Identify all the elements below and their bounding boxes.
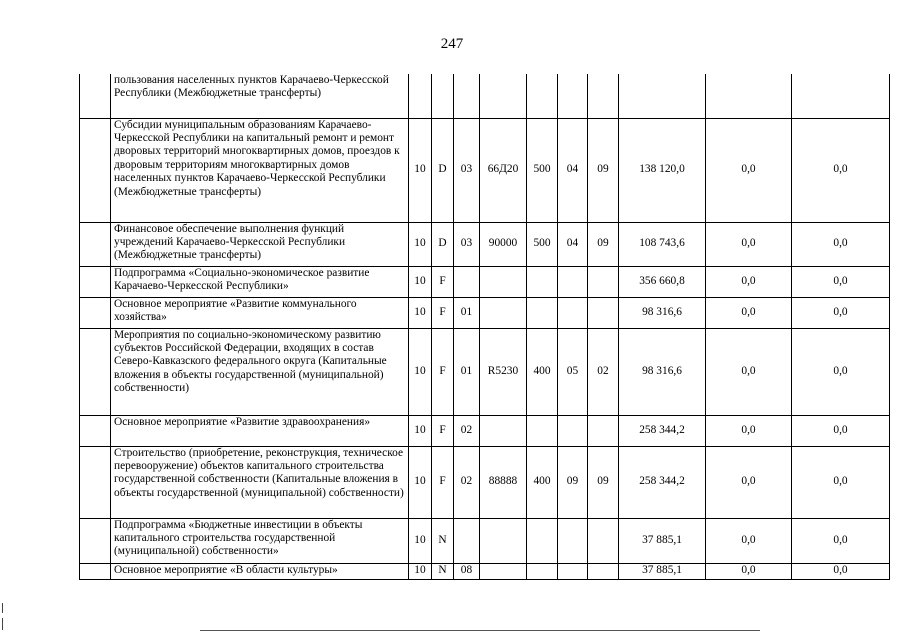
division: [558, 297, 588, 328]
row-margin-cell: [80, 74, 111, 118]
section-code: [409, 74, 432, 118]
table-row: [80, 328, 890, 415]
section-code: 10: [409, 415, 432, 446]
target-code: [480, 266, 527, 297]
row-margin-cell: [80, 222, 111, 266]
amount-year-2: 0,0: [706, 297, 792, 328]
division: [558, 266, 588, 297]
table-row: [80, 297, 890, 328]
amount-year-1: [619, 74, 706, 118]
row-name: Финансовое обеспечение выполнения функций учреждений Карачаево-Черкесской Республики (Межбюджетные трансферты): [111, 222, 409, 266]
section-code: 10: [409, 328, 432, 415]
division: [558, 74, 588, 118]
row-margin-cell: [80, 297, 111, 328]
row-margin-cell: [80, 563, 111, 579]
subprogram-code: 03: [454, 222, 480, 266]
row-name: Подпрограмма «Бюджетные инвестиции в объекты капитального строительства государственной (муниципальной) собственности»: [111, 518, 409, 563]
expense-type: [527, 415, 558, 446]
subdivision: [588, 74, 619, 118]
target-code: R5230: [480, 328, 527, 415]
section-code: 10: [409, 563, 432, 579]
table-row: [80, 446, 890, 518]
subdivision: 09: [588, 222, 619, 266]
row-name: Строительство (приобретение, реконструкция, техническое перевооружение) объектов капитального строительства государственной собственности (Капитальные вложения в объекты государственной (муниципальной) собственности): [111, 446, 409, 518]
section-code: 10: [409, 446, 432, 518]
subprogram-code: 01: [454, 297, 480, 328]
margin-mark: [2, 603, 3, 613]
division: 04: [558, 222, 588, 266]
subdivision: [588, 266, 619, 297]
amount-year-2: 0,0: [706, 518, 792, 563]
program-code: F: [432, 266, 454, 297]
row-name: Субсидии муниципальным образованиям Карачаево-Черкесской Республики на капитальный ремонт и ремонт дворовых территорий многоквартирных домов, проездов к дворовым территориям многоквартирных домов населенных пунктов Карачаево-Черкесской Республики (Межбюджетные трансферты): [111, 118, 409, 222]
subprogram-code: 02: [454, 415, 480, 446]
amount-year-1: 138 120,0: [619, 118, 706, 222]
subdivision: [588, 518, 619, 563]
budget-table: [79, 74, 890, 580]
amount-year-3: 0,0: [792, 563, 890, 579]
section-code: 10: [409, 297, 432, 328]
amount-year-2: 0,0: [706, 328, 792, 415]
amount-year-1: 98 316,6: [619, 297, 706, 328]
amount-year-2: 0,0: [706, 222, 792, 266]
subdivision: [588, 415, 619, 446]
target-code: [480, 518, 527, 563]
expense-type: 500: [527, 118, 558, 222]
division: 09: [558, 446, 588, 518]
amount-year-3: 0,0: [792, 446, 890, 518]
program-code: D: [432, 118, 454, 222]
row-margin-cell: [80, 446, 111, 518]
amount-year-3: 0,0: [792, 415, 890, 446]
amount-year-2: 0,0: [706, 446, 792, 518]
expense-type: 500: [527, 222, 558, 266]
target-code: [480, 297, 527, 328]
subdivision: 09: [588, 446, 619, 518]
subdivision: [588, 563, 619, 579]
amount-year-1: 37 885,1: [619, 563, 706, 579]
row-margin-cell: [80, 328, 111, 415]
amount-year-2: 0,0: [706, 118, 792, 222]
amount-year-3: 0,0: [792, 118, 890, 222]
program-code: N: [432, 518, 454, 563]
section-code: 10: [409, 518, 432, 563]
subprogram-code: 08: [454, 563, 480, 579]
table-row: [80, 222, 890, 266]
expense-type: [527, 74, 558, 118]
program-code: D: [432, 222, 454, 266]
section-code: 10: [409, 118, 432, 222]
amount-year-1: 258 344,2: [619, 415, 706, 446]
table-row: [80, 118, 890, 222]
program-code: [432, 74, 454, 118]
table-row: [80, 563, 890, 579]
section-code: 10: [409, 222, 432, 266]
table-row: [80, 266, 890, 297]
subprogram-code: 01: [454, 328, 480, 415]
row-name: пользования населенных пунктов Карачаево-Черкесской Республики (Межбюджетные трансферты): [111, 74, 409, 118]
subdivision: [588, 297, 619, 328]
subprogram-code: [454, 518, 480, 563]
subprogram-code: [454, 266, 480, 297]
amount-year-3: 0,0: [792, 222, 890, 266]
row-name: Основное мероприятие «Развитие здравоохранения»: [111, 415, 409, 446]
expense-type: [527, 563, 558, 579]
program-code: F: [432, 415, 454, 446]
division: [558, 563, 588, 579]
row-name: Мероприятия по социально-экономическому развитию субъектов Российской Федерации, входящих в состав Северо-Кавказского федерального округа (Капитальные вложения в объекты государственной (муниципальной) собственности): [111, 328, 409, 415]
row-name: Подпрограмма «Социально-экономическое развитие Карачаево-Черкесской Республики»: [111, 266, 409, 297]
program-code: F: [432, 297, 454, 328]
amount-year-1: 98 316,6: [619, 328, 706, 415]
expense-type: [527, 518, 558, 563]
amount-year-1: 37 885,1: [619, 518, 706, 563]
amount-year-2: [706, 74, 792, 118]
target-code: [480, 563, 527, 579]
table-row: [80, 415, 890, 446]
subdivision: 09: [588, 118, 619, 222]
amount-year-1: 108 743,6: [619, 222, 706, 266]
row-margin-cell: [80, 415, 111, 446]
margin-mark: [2, 618, 3, 630]
target-code: [480, 74, 527, 118]
row-margin-cell: [80, 518, 111, 563]
page-number: 247: [440, 36, 464, 52]
program-code: F: [432, 328, 454, 415]
amount-year-3: 0,0: [792, 328, 890, 415]
division: [558, 415, 588, 446]
program-code: F: [432, 446, 454, 518]
expense-type: [527, 266, 558, 297]
target-code: 66Д20: [480, 118, 527, 222]
amount-year-3: [792, 74, 890, 118]
subprogram-code: 03: [454, 118, 480, 222]
amount-year-3: 0,0: [792, 518, 890, 563]
amount-year-2: 0,0: [706, 266, 792, 297]
target-code: 90000: [480, 222, 527, 266]
division: 05: [558, 328, 588, 415]
division: 04: [558, 118, 588, 222]
row-margin-cell: [80, 266, 111, 297]
row-margin-cell: [80, 118, 111, 222]
row-name: Основное мероприятие «В области культуры»: [111, 563, 409, 579]
amount-year-1: 258 344,2: [619, 446, 706, 518]
amount-year-3: 0,0: [792, 297, 890, 328]
expense-type: 400: [527, 328, 558, 415]
subprogram-code: [454, 74, 480, 118]
table-row: [80, 518, 890, 563]
subprogram-code: 02: [454, 446, 480, 518]
target-code: [480, 415, 527, 446]
subdivision: 02: [588, 328, 619, 415]
expense-type: [527, 297, 558, 328]
row-name: Основное мероприятие «Развитие коммунального хозяйства»: [111, 297, 409, 328]
division: [558, 518, 588, 563]
section-code: 10: [409, 266, 432, 297]
bottom-rule: [200, 630, 760, 631]
program-code: N: [432, 563, 454, 579]
amount-year-1: 356 660,8: [619, 266, 706, 297]
target-code: 88888: [480, 446, 527, 518]
amount-year-3: 0,0: [792, 266, 890, 297]
expense-type: 400: [527, 446, 558, 518]
amount-year-2: 0,0: [706, 415, 792, 446]
amount-year-2: 0,0: [706, 563, 792, 579]
budget-table-body: [80, 74, 890, 579]
table-row: [80, 74, 890, 118]
